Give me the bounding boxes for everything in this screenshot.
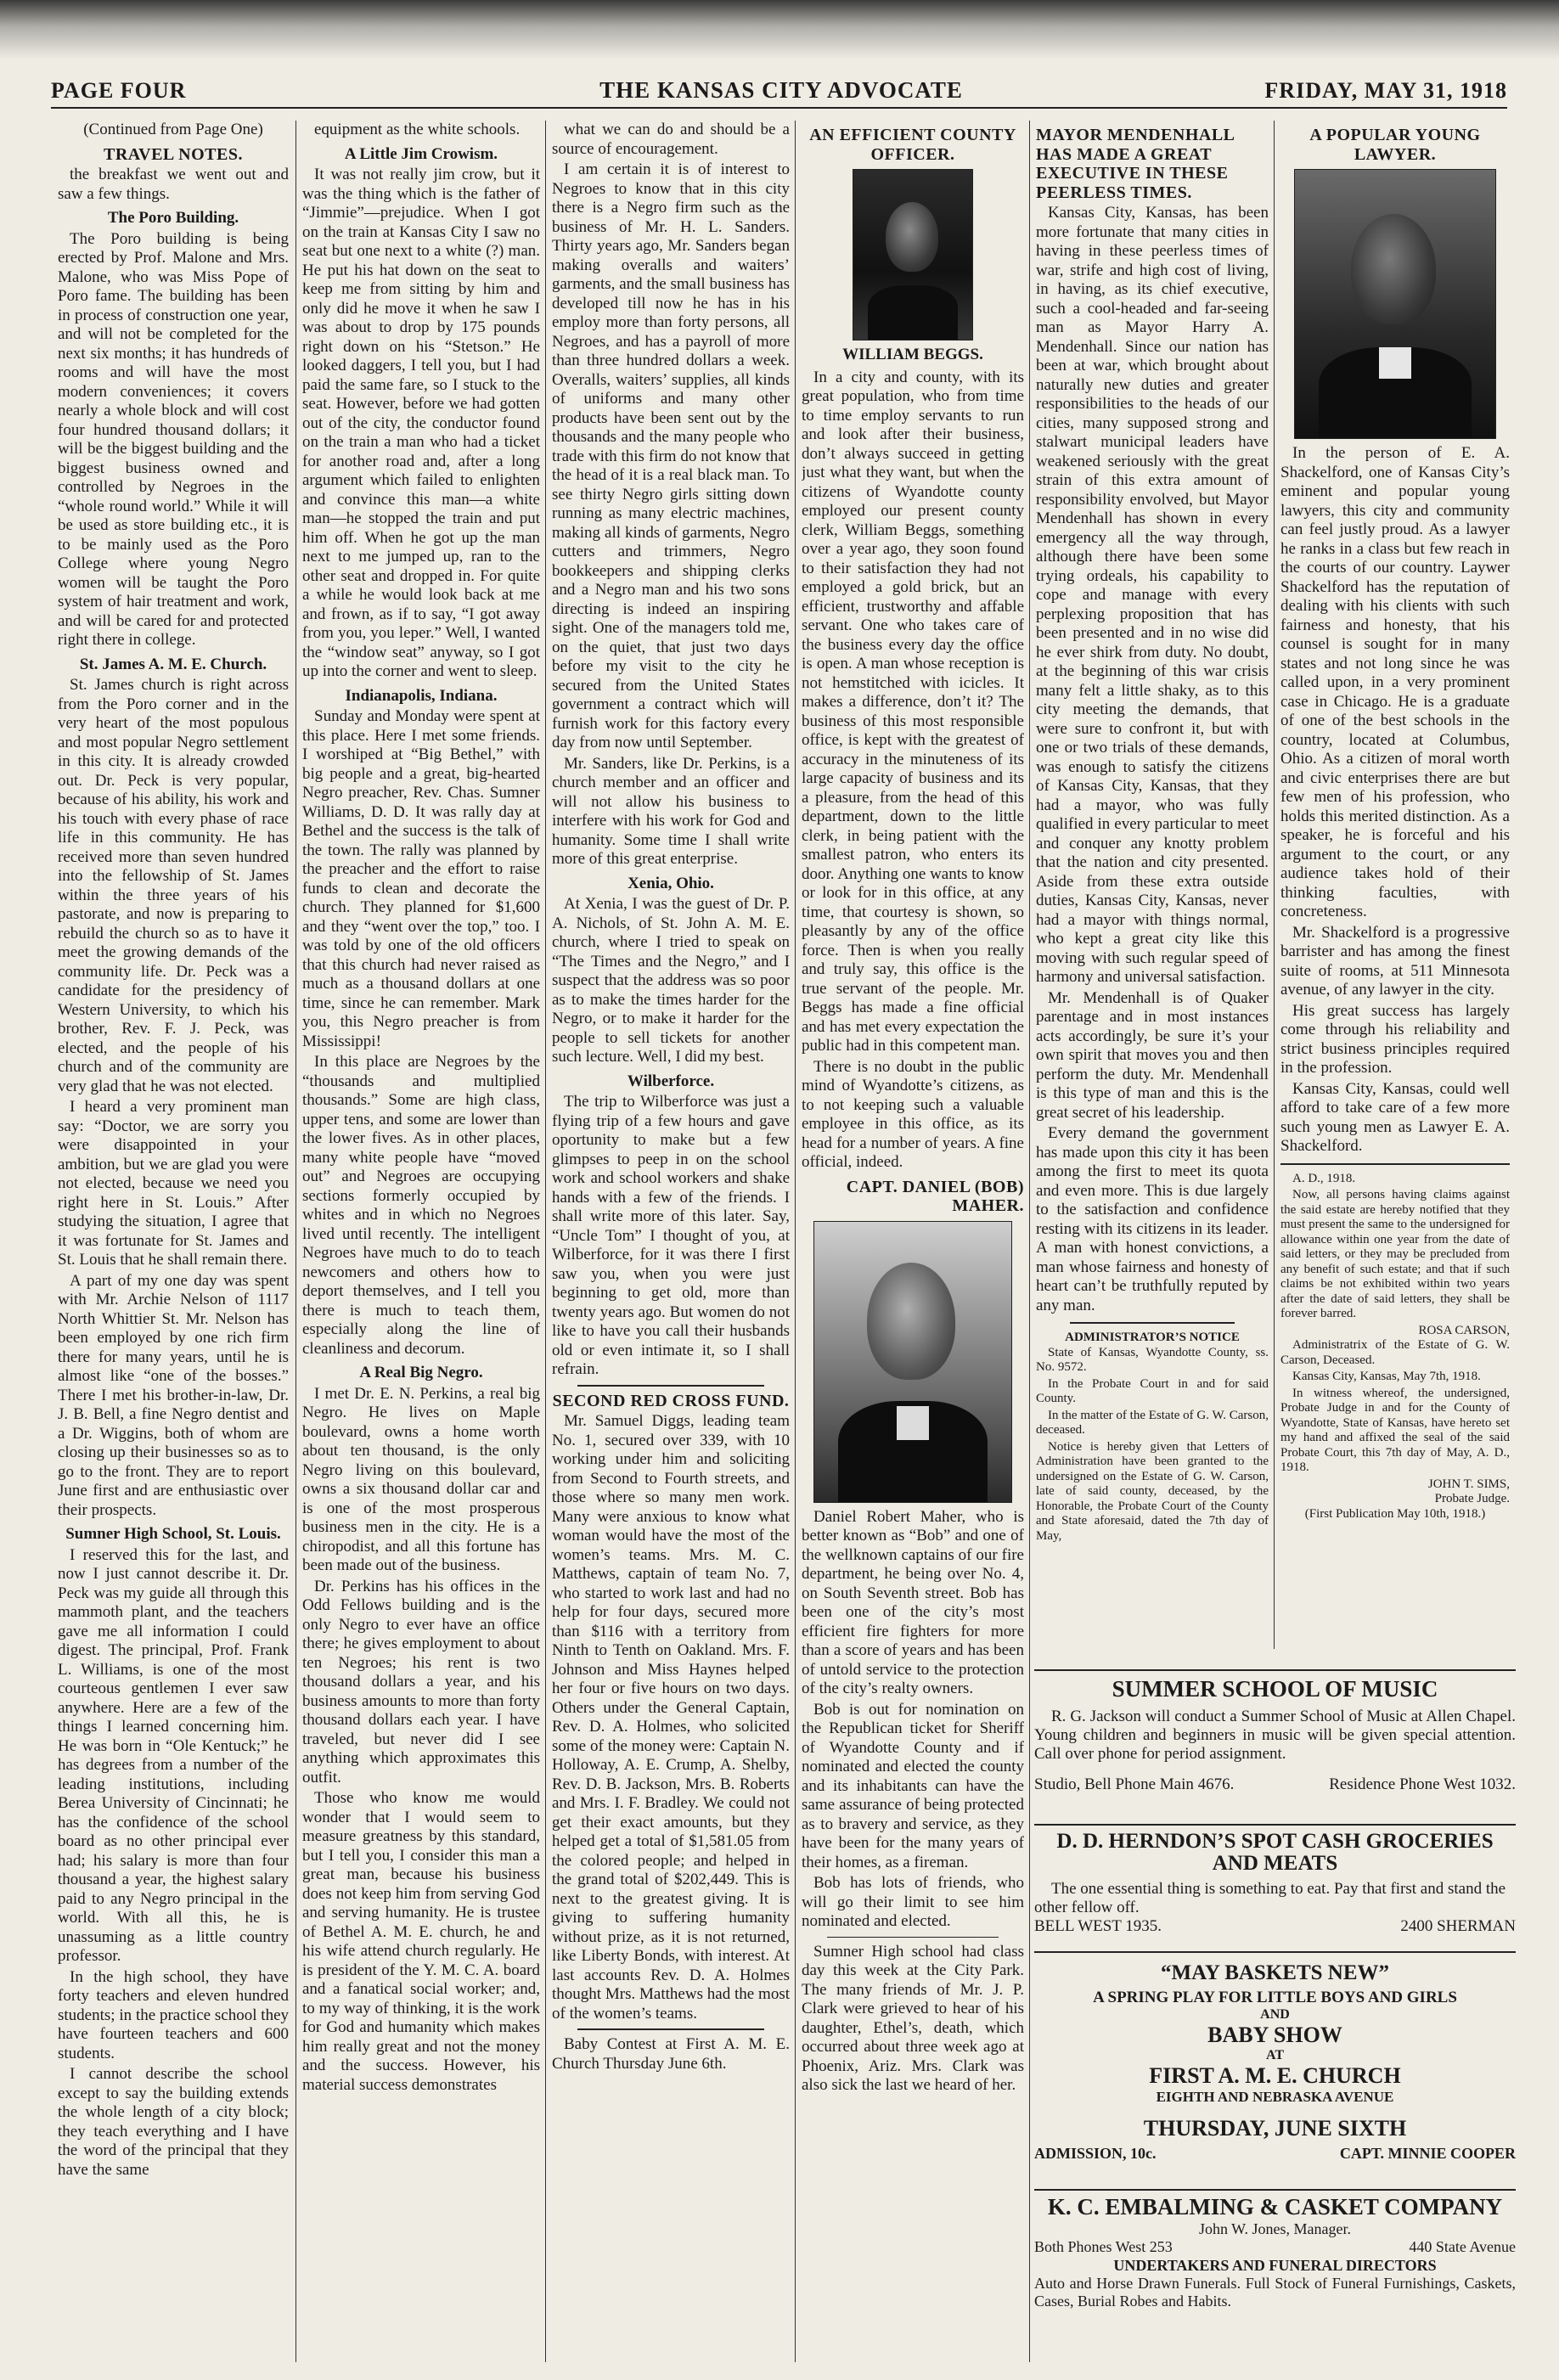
paragraph: There is no doubt in the public mind of Wyandotte’s citizens, as to not keeping such a valuable employee in this office, as its head for a number of years. A fine official, indeed. [802,1057,1024,1171]
notice-line: Now, all persons having claims against the said estate are hereby notified that they must present the same to the undersigned for allowance within one year from the date of said letters, or they may be precluded from any benefit of such estate; and that if such claims be not exhibited within two years after the date of said letters, they shall be forever barred. [1280,1188,1510,1320]
paragraph: equipment as the white schools. [314,121,521,138]
notice-line: A. D., 1918. [1292,1171,1356,1185]
column-rule [1274,121,1275,1649]
article-heading: TRAVEL NOTES. [104,144,243,164]
subheading: A Real Big Negro. [359,1364,483,1381]
ad-summer-music [1034,1669,1516,1796]
paragraph: The Poro building is being erected by Prof. Malone and Mrs. Malone, who was Miss Pope of Poro fame. The building has been in process of construction one year, and will not be completed for the next six months; it has hundreds of rooms and will have the most modern conveniences; it covers nearly a whole block and will cost four hundred thousand dollars; it will be the biggest building and the biggest business owned and controlled by Negroes in the “whole round world.” While it will be used as store building etc., it is to be mainly used as the Poro College where young Negro women will be taught the Poro system of hair treatment and work, and will be cared for and protected right there in college. [58,229,289,649]
paragraph: Those who know me would wonder that I would seem to measure greatness by this standard, but I tell you, I consider this man a great man, because his business does not keep him from serving God and serving humanity. He is trustee of Bethel A. M. E. church, he and his wife attend church regularly. He is president of the Y. M. C. A. board and a fanatical social worker; and, to my way of thinking, it is the work for God and humanity which makes him really great and not the money and the success. However, his material success demonstrates [302,1789,540,2094]
portrait-collar [897,1406,928,1440]
ad-line: BABY SHOW [1207,2023,1342,2047]
ad-captain: CAPT. MINNIE COOPER [1339,2145,1516,2162]
paragraph: Mr. Samuel Diggs, leading team No. 1, secured over 339, with 10 working under him and soliciting from Second to Fourth streets, and those where so many men work. Many were anxious to know what woman would have the most of the women’s teams. Mrs. M. C. Matthews, captain of team No. 7, who started to work last and had no help for four days, secured more than $116 with a territory from Ninth to Tenth on Oakland. Mrs. F. Johnson and Miss Haynes helped her four or five hours on two days. Others under the General Captain, Rev. D. A. Holmes, who solicited some of the money were: Captain N. Holloway, A. E. Crump, A. Shelby, Rev. D. B. Jackson, Mrs. B. Roberts and Mrs. I. F. Bradley. We could not get their exact amounts, but they helped get a total of $1,581.05 from the colored people; and helped in the grand total of $202,449. This is next to the greatest giving. It is giving to suffering humanity without prize, as it is not returned, like Liberty Bonds, with interest. At last accounts Rev. D. A. Holmes thought Mrs. Matthews had the most of the women’s teams. [552,1412,790,2023]
paragraph: I met Dr. E. N. Perkins, a real big Negro. He lives on Maple boulevard, owns a home worth about ten thousand, is the only Negro living on this boulevard, owns a six thousand dollar car and is one of the most prosperous business men in the city. He is a chiropodist, and all this fortune has been made out of the business. [302,1384,540,1574]
article-heading: AN EFFICIENT COUNTY OFFICER. [809,126,1016,164]
ad-may-baskets [1034,1951,1516,2165]
paragraph: It was not really jim crow, but it was the thing which is the father of “Jimmie”—prejudice. When I got on the train at Kansas City I saw no seat but one next to a white (?) man. He put his hat down on the seat to keep me from sitting by him and only did he move it when he saw I was about to drop by 175 pounds right down on his “Stetson.” He looked daggers, I tell you, but I had paid the same fare, so I stuck to the seat. However, before we had gotten out of the city, the conductor found on the train a man who had a ticket for another road and, after a long argument which failed to enlighten and convince this man—a white man—he stopped the train and put him off. When he got up the man next to me jumped up, ran to the other seat and dropped in. For quite a while he would look back at me and frown, as if to say, “I got away from you, you leper.” Well, I wanted the “window seat” anyway, so I got up into the corner and went to sleep. [302,166,540,680]
portrait-face [886,202,938,272]
paragraph: I reserved this for the last, and now I just cannot describe it. Dr. Peck was my guide all through this mammoth plant, and the teachers gave me all information I could digest. The principal, Prof. Frank L. Williams, is one of the most courteous gentlemen I ever saw anywhere. Here are a few of the things I learned concerning him. He was born in “Ole Kentuck;” he has degrees from a number of the leading institutions, including Berea University of Cincinnati; he has the confidence of the school board as no other principal ever had; his salary is more than four thousand a year, the highest salary paid to any Negro principal in the world. With all this, he is unassuming as a little country professor. [58,1545,289,1965]
ad-phones [1034,1775,1516,1796]
notice-line: Probate Judge. [1434,1492,1510,1505]
ad-title: K. C. EMBALMING & CASKET COMPANY [1047,2194,1503,2220]
column-sanders-redcross [552,121,790,2362]
paragraph: Sunday and Monday were spent at this place. Here I met some friends. I worshiped at “Big Bethel,” with big people and a great, big-hearted Negro preacher, Rev. Chas. Sumner Williams, D. D. It was rally day at Bethel and the success is the talk of the town. The rally was planned by the preacher and the effort to raise funds to clean and decorate the church. They planned for $1,600 and they “went over the top,” too. I was told by one of the old officers that this church had never raised as much as a thousand dollars at one time, since he can remember. Mark you, this Negro preacher is from Mississippi! [302,707,540,1050]
notice-signature: ROSA CARSON, [1418,1323,1510,1337]
ad-contact [1034,2238,1516,2257]
ad-phone: BELL WEST 1935. [1034,1917,1162,1935]
ad-manager: John W. Jones, Manager. [1199,2220,1351,2237]
paragraph: the breakfast we went out and saw a few things. [58,166,289,203]
ad-title: “MAY BASKETS NEW” [1160,1961,1390,1984]
subheading: A Little Jim Crowism. [344,144,498,163]
subheading: The Poro Building. [107,209,239,227]
subheading: Sumner High School, St. Louis. [65,1525,281,1543]
portrait-william-beggs [853,169,973,340]
divider [577,2028,764,2030]
ad-body: R. G. Jackson will conduct a Summer School of Music at Allen Chapel. Young children and beginners in music will be given special attention. Call over phone for period assignment. [1034,1708,1516,1763]
column-travel-notes-cont [302,121,540,2362]
masthead [51,78,1507,109]
notice-line: Notice is hereby given that Letters of Administration have been granted to the undersigned on the Estate of G. W. Carson, late of said county, deceased, by the Honorable, the Probate Court of the County and State aforesaid, dated the 7th day of May, [1036,1439,1269,1543]
article-heading: CAPT. DANIEL (BOB) MAHER. [846,1177,1024,1215]
column-rule [1029,121,1030,2362]
paragraph: Daniel Robert Maher, who is better known as “Bob” and one of the wellknown captains of our fire department, he being over No. 4, on South Seventh street. Bob has been one of the city’s most efficient fire fighters for more than a score of years and has been of untold service to the protection of the city’s realty owners. [802,1507,1024,1697]
notice-line: In the Probate Court in and for said County. [1036,1376,1269,1405]
paragraph: Mr. Shackelford is a progressive barrister and has among the finest suite of rooms, at 511 Minnesota avenue, of any lawyer in the city. [1280,923,1510,999]
ad-residence-phone: Residence Phone West 1032. [1329,1775,1516,1793]
notice-line: Administratrix of the Estate of G. W. Carson, Deceased. [1280,1338,1510,1367]
ad-line: Auto and Horse Drawn Funerals. Full Stock of Funeral Furnishings, Caskets, Cases, Burial Robes and Habits. [1034,2275,1516,2310]
ad-line: EIGHTH AND NEBRASKA AVENUE [1156,2089,1394,2105]
ad-herndon-groceries [1034,1824,1516,1938]
notice-heading: ADMINISTRATOR’S NOTICE [1065,1331,1240,1344]
article-heading: A POPULAR YOUNG LAWYER. [1309,126,1481,164]
ad-phone: Both Phones West 253 [1034,2238,1173,2255]
ad-address: 2400 SHERMAN [1400,1917,1516,1935]
paragraph: Sumner High school had class day this week at the City Park. The many friends of Mr. J. P. Clark were grieved to hear of his daughter, Ethel’s, death, which occurred about three week ago at Phoenix, Ariz. Mrs. Clark was also sick the last we heard of her. [802,1942,1024,2094]
continued-note: (Continued from Page One) [83,121,263,138]
page-number: PAGE FOUR [51,78,187,103]
ad-address: 440 State Avenue [1409,2238,1516,2255]
portrait-collar [1379,347,1411,380]
divider [1034,1951,1516,1953]
portrait-face [867,1263,955,1380]
paragraph: His great success has largely come through his reliability and strict business principles required in the profession. [1280,1001,1510,1077]
divider [577,1385,764,1387]
divider [1034,2189,1516,2191]
paragraph: Mr. Sanders, like Dr. Perkins, is a church member and an officer and will not allow his business to interfere with his work for God and humanity. Some time I shall write more of this great enterprise. [552,754,790,868]
subheading: Indianapolis, Indiana. [345,686,498,705]
paragraph: Bob is out for nomination on the Republican ticket for Sheriff of Wyandotte County and if nominated and elected the county and its inhabitants can have the same assurance of being protected as to bravery and service, as they have been for the many years of their homes, as a fireman. [802,1700,1024,1871]
divider [1034,1669,1516,1671]
paragraph: In a city and county, with its great population, who from time to time employ servants to run and look after their business, don’t always succeed in getting just what they want, but when the citizens of Wyandotte county employed our present county clerk, William Beggs, something over a year ago, they soon found to their satisfaction they had not employed a gold brick, but an efficient, trustworthy and affable servant. One who takes care of the business every day the office is open. A man whose reception is not hemstitched with icicles. It makes a difference, don’t it? The business of this most responsible office, is kept with the greatest of accuracy in the minuteness of its large capacity of business and its a pleasure, from the head of this department, down to the little clerk, in being patient with the smallest patron, who enters its door. Anything one wants to know or look for in this office, at any time, that courtesy is shown, so pleasantly by any of the office force. Then is when you really and truly say, this office is the true servant of the people. Mr. Beggs has made a fine official and has met every expectation the public had in this competent man. [802,368,1024,1055]
paragraph: Baby Contest at First A. M. E. Church Thursday June 6th. [552,2035,790,2073]
article-heading: MAYOR MENDENHALL HAS MADE A GREAT EXECUTIVE IN THESE PEERLESS TIMES. [1036,126,1235,202]
notice-line: Kansas City, Kansas, May 7th, 1918. [1292,1370,1481,1383]
paragraph: A part of my one day was spent with Mr. Archie Nelson of 1117 North Whittier St. Mr. Nelson has been employed by one rich firm there for many years, until he is almost like “one of the bosses.” There I met his brother-in-law, Dr. J. B. Bell, a fine Negro dentist and a Dr. Wiggins, both of whom are closing up their businesses so as to go to the front. They are to report June first and are enthusiastic over their prospects. [58,1271,289,1519]
paragraph: what we can do and should be a source of encouragement. [552,121,790,158]
notice-line: (First Publication May 10th, 1918.) [1304,1506,1486,1521]
paragraph: I cannot describe the school except to say the building extends the whole length of a city block; they teach everything and I have the word of the principal that they have the same [58,2065,289,2179]
ad-line: FIRST A. M. E. CHURCH [1149,2063,1401,2088]
portrait-coat [868,285,958,340]
column-rule [295,121,296,2362]
subheading: Wilberforce. [627,1072,715,1090]
paragraph: Mr. Mendenhall is of Quaker parentage and in most instances acts accordingly, be sure it’s your own spirit that moves you and then perform the duty. Mr. Mendenhall is this type of man and this is the great secret of his leadership. [1036,988,1269,1122]
ad-title: D. D. HERNDON’S SPOT CASH GROCERIES AND MEATS [1056,1830,1494,1875]
paragraph: St. James church is right across from the Poro corner and in the very heart of the most populous and most popular Negro settlement in this city. It is already crowded out. Dr. Peck is very popular, because of his ability, his work and his touch with every phase of race life in this community. He has received more than seven hundred into the fellowship of St. James within the three years of his pastorate, and now is preparing to rebuild the church so as to have it meet the growing demands of the community life. Dr. Peck was a candidate for the presidency of Western University, to which his brother, Rev. F. J. Peck, was elected, and the people of his church and of the community are very glad that he was not elected. [58,676,289,1095]
paragraph: In this place are Negroes by the “thousands and multiplied thousands.” Some are high class, upper tens, and some are lower than the lower fives. As in other places, many white people have “moved out” and Negroes are occupying sections formerly occupied by whites and in which no Negroes lived until recently. The intelligent Negroes have much to do to teach newcomers and others how to deport themselves, and I tell you there is much to teach them, especially along the line of cleanliness and decorum. [302,1053,540,1358]
column-rule [545,121,546,2362]
paragraph: Kansas City, Kansas, could well afford to take care of a few more such young men as Lawyer E. A. Shackelford. [1280,1079,1510,1155]
paragraph: Bob has lots of friends, who will go their limit to see him nominated and elected. [802,1874,1024,1930]
paragraph: I am certain it is of interest to Negroes to know that in this city there is a Negro firm such as the business of Mr. H. L. Sanders. Thirty years ago, Mr. Sanders began making overalls and waiters’ garments, and the small business has developed till now he has in his employ more than forty persons, all Negroes, and has a payroll of more than three hundred dollars a week. Overalls, waiters’ supplies, all kinds of uniforms and many other products have been sent out by the thousands and the many people who trade with this firm do not know that the head of it is a real black man. To see thirty Negro girls sitting down running as many electric machines, making all kinds of garments, Negro cutters and trimmers, Negro bookkeepers and shipping clerks and a Negro man and his two sons directing is indeed an inspiring sight. One of the managers told me, on the quiet, that just two days before my visit to the city he secured from the United States government a contract which will furnish work for this factory every day from now until September. [552,160,790,751]
notice-line: In witness whereof, the undersigned, Probate Judge in and for the County of Wyandotte, State of Kansas, have hereto set my hand and affixed the seal of the said Probate Court, this 7th day of May, A. D., 1918. [1280,1386,1510,1474]
ad-footer [1034,2145,1516,2165]
column-shackelford [1280,121,1510,1632]
ad-contact [1034,1917,1516,1938]
paragraph: In the person of E. A. Shackelford, one of Kansas City’s eminent and popular young lawyers, this city and community can feel justly proud. As a lawyer he ranks in a class but few reach in the courts of our country. Laywer Shackelford has the reputation of dealing with his clients with such fairness and honesty, that his counsel is sought for in many states and not long since he was called upon, in a very prominent case in Chicago. He is a graduate of one of the best schools in the country, located at Columbus, Ohio. As a citizen of moral worth and civic enterprises there are but few men of his profession, who holds this merited distinction. As a speaker, he is forceful and his argument to the court, or any audience takes hold of their thinking faculties, with concreteness. [1280,444,1510,920]
subheading: St. James A. M. E. Church. [79,655,267,673]
portrait-caption: WILLIAM BEGGS. [842,346,983,363]
ad-line: A SPRING PLAY FOR LITTLE BOYS AND GIRLS [1093,1989,1457,2006]
notice-line: State of Kansas, Wyandotte County, ss. No. 9572. [1036,1345,1269,1374]
paragraph: Every demand the government has made upon this city it has been among the first to meet its quota and even more. This is due largely to the satisfaction and confidence resting with its citizens in its leader. A man with honest convictions, a man whose fairness and honesty of heart can’t be truthfully reputed by any man. [1036,1124,1269,1314]
administrator-notice-cont [1280,1172,1510,1522]
divider [1034,1824,1516,1826]
column-beggs-maher [802,121,1024,2362]
paragraph: The trip to Wilberforce was just a flying trip of a few hours and gave oportunity to make but a few glimpses to peep in on the school work and school workers and shake hands with a few of the friends. I shall write more of this later. Say, “Uncle Tom” I thought of you, at Wilberforce, for it was there I first saw you, when you were just beginning to get old, more than twenty years ago. But women do not like to have you call their husbands old or even intimate it, so I shall refrain. [552,1093,790,1378]
ad-line: AND [1260,2007,1290,2022]
notice-line: In the matter of the Estate of G. W. Carson, deceased. [1036,1408,1269,1437]
administrator-notice [1036,1331,1269,1544]
ad-line: AT [1265,2048,1285,2062]
subheading: Xenia, Ohio. [628,874,714,892]
divider [827,1937,999,1938]
issue-date: FRIDAY, MAY 31, 1918 [1264,78,1507,103]
ad-body: The one essential thing is something to eat. Pay that first and stand the other fellow off. [1034,1880,1506,1916]
portrait-daniel-maher [813,1221,1012,1503]
ad-admission: ADMISSION, 10c. [1034,2145,1157,2162]
ad-line: UNDERTAKERS AND FUNERAL DIRECTORS [1113,2257,1437,2274]
column-rule [795,121,796,2362]
paragraph: Kansas City, Kansas, has been more fortunate that many cities in having in these peerless times of war, strife and high cost of living, in having, as its chief executive, such a cool-headed and far-seeing man as Mayor Harry A. Mendenhall. Since our nation has been at war, which brought about naturally new duties and greater responsibilities to the heads of our cities, many supposed strong and stalwart municipal leaders have weakened seriously with the great strain of this extra amount of responsibility envolved, but Mayor Mendenhall has shown in every emergency all the way through, although there have been some trying ordeals, his capability to cope and manage with every perplexing proposition that has been presented and in no wise did he ever shirk from duty. No doubt, at the beginning of this war crisis many felt a little shaky, as to this city meeting the demands, that were sure to confront it, but with one or two trials of these demands, was enough to satisfy the citizens of Kansas City, Kansas, that they had a mayor, who was fully qualified in every particular to meet and conquer any knotty problem that the nation and city presented. Aside from these extra outside duties, Kansas City, Kansas, never had a mayor with things normal, who kept a great city like this moving with such regular speed of harmony and universal satisfaction. [1036,204,1269,986]
paragraph: At Xenia, I was the guest of Dr. P. A. Nichols, of St. John A. M. E. church, where I tried to speak on “The Times and the Negro,” and I suspect that the address was so poor as to make the times harder for the Negro, or to make it harder for the people to sell tickets for another such lecture. Well, I did my best. [552,895,790,1066]
scan-border [0,0,1559,59]
column-travel-notes [58,121,289,2362]
portrait-face [1351,214,1436,324]
ad-date: THURSDAY, JUNE SIXTH [1143,2116,1407,2141]
ad-kc-embalming [1034,2189,1516,2310]
newspaper-title: THE KANSAS CITY ADVOCATE [599,77,963,103]
column-mendenhall [1036,121,1269,1632]
paragraph: I heard a very prominent man say: “Doctor, we are sorry you were disappointed in your ambition, but we are glad you were not elected, because we need you right here in St. Louis.” After studying the situation, I agree that it was fortunate for St. James and St. Louis that he shall remain there. [58,1098,289,1269]
article-heading: SECOND RED CROSS FUND. [552,1391,790,1410]
portrait-shackelford [1294,169,1496,439]
ad-title: SUMMER SCHOOL OF MUSIC [1112,1676,1438,1702]
divider [1070,1322,1235,1324]
ad-studio-phone: Studio, Bell Phone Main 4676. [1034,1775,1235,1793]
paragraph: In the high school, they have forty teachers and eleven hundred students; in the practice school they have fourteen teachers and 600 students. [58,1967,289,2062]
notice-signature: JOHN T. SIMS, [1427,1477,1510,1491]
divider [1280,1163,1510,1165]
paragraph: Dr. Perkins has his offices in the Odd Fellows building and is the only Negro to ever have an office there; he gives employment to about ten Negroes; his rent is two thousand dollars a year, and his business amounts to more than forty thousand dollars each year. I have traveled, but never did I see anything which approximates this outfit. [302,1577,540,1786]
